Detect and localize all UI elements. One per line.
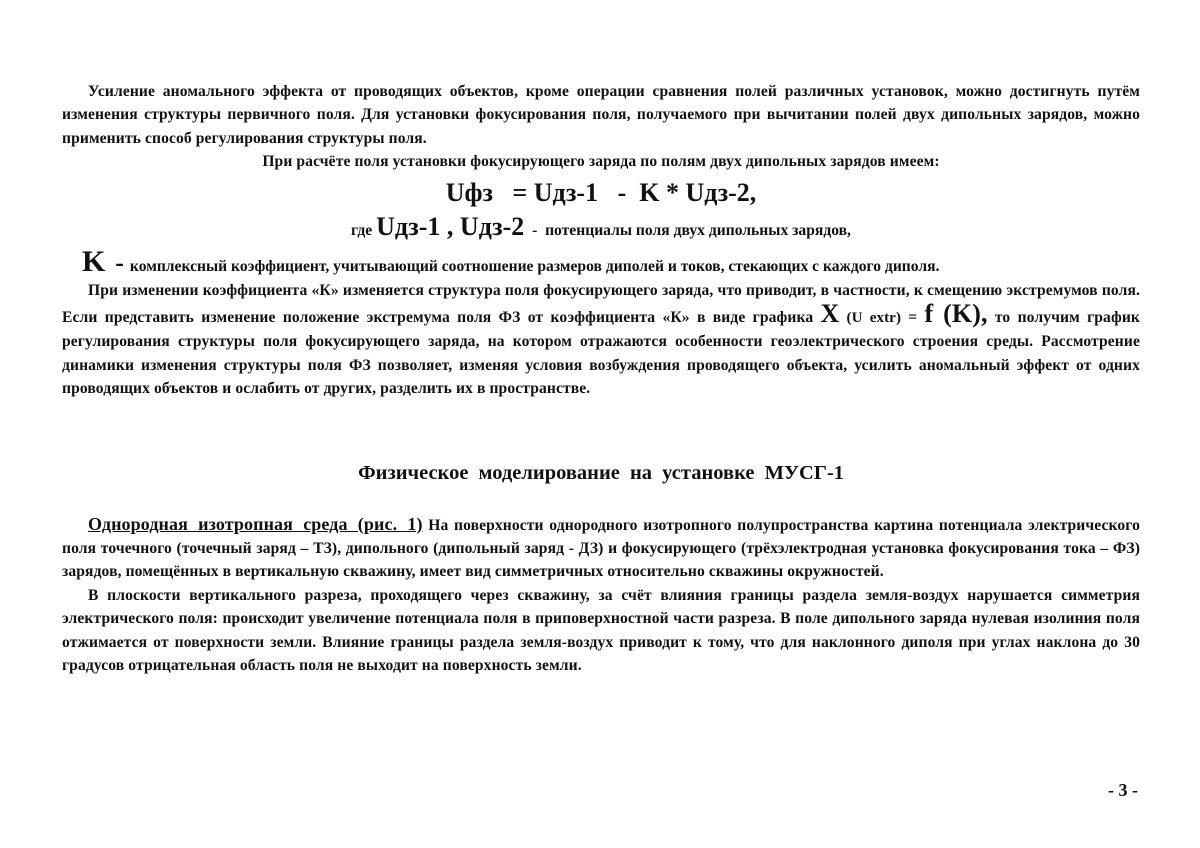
section-lead-text: На поверхности однородного изотропного полупространства картина потенциала электрического поля точечного (точечный заряд – ТЗ), дипольного (дипольный заряд - ДЗ) и фокусирующего (трёхэлектродная установка фокусирования тока – ФЗ) зарядов, помещённых в вертикальную скважину, имеет вид симметричных относительно скважины окружностей. (62, 516, 1140, 581)
formula-u1: Uдз-1 (376, 211, 441, 241)
k-dash: - (115, 247, 124, 277)
paragraph-coefficient (62, 279, 1140, 401)
formula-u2: Uдз-2 (459, 211, 525, 241)
paragraph-homogeneous (62, 513, 1140, 584)
paragraph3-part2: то получим график регулирования структуры поля фокусирующего заряда, на котором отражаются особенности геоэлектрического строения среды. Рассмотрение динамики изменения структуры поля ФЗ позволяет, изменяя условия возбуждения проводящего объекта, усилить аномальный эффект от одних проводящих объектов и ослабить от других, разделить их в пространстве. (62, 309, 1141, 398)
x-arg: (U extr) (839, 310, 909, 327)
k-text: комплексный коэффициент, учитывающий соотношение размеров диполей и токов, стекающих с каждого диполя. (129, 257, 940, 275)
k-definition (82, 244, 1140, 279)
formula-main: Uфз = Uдз-1 - K * Uдз-2, (445, 177, 757, 207)
paragraph-intro: Усиление аномального эффекта от проводящих объектов, кроме операции сравнения полей различных установок, можно достигнуть путём изменения структуры первичного поля. Для установки фокусирования поля, получаемого при вычитании полей двух дипольных зарядов, можно применить способ регулирования структуры поля. (62, 83, 1140, 147)
formula-where (62, 210, 1140, 248)
page-number: - 3 - (1108, 780, 1138, 800)
section-heading: Физическое моделирование на установке МУСГ-1 (358, 461, 844, 484)
f-symbol: f (K), (924, 299, 988, 329)
formula-where-suffix: - потенциалы поля двух дипольных зарядов, (524, 221, 851, 239)
formula-where-prefix: где (351, 221, 377, 239)
section-lead-underlined: Однородная изотропная среда (рис. 1) (88, 513, 423, 534)
x-symbol: X (820, 299, 840, 329)
paragraph-calc: При расчёте поля установки фокусирующего заряда по полям двух дипольных зарядов имеем: (262, 153, 940, 171)
equals-sign: = (908, 309, 925, 327)
document-page (62, 80, 1140, 678)
formula-comma: , (440, 211, 460, 241)
k-symbol: K (82, 244, 106, 278)
paragraph-vertical-section: В плоскости вертикального разреза, проходящего через скважину, за счёт влияния границы раздела земля-воздух нарушается симметрия электрического поля: происходит увеличение потенциала поля в приповерхностной части разреза. В поле дипольного заряда нулевая изолиния поля отжимается от поверхности земли. Влияние границы раздела земля-воздух приводит к тому, что для наклонного диполя при углах наклона до 30 градусов отрицательная область поля не выходит на поверхность земли. (62, 586, 1140, 675)
paragraph3-part1: При изменении коэффициента «К» изменяется структура поля фокусирующего заряда, что приводит, в частности, к смещению экстремумов поля. Если представить изменение положение экстремума поля ФЗ от коэффициента «К» в виде графика (62, 281, 1140, 327)
